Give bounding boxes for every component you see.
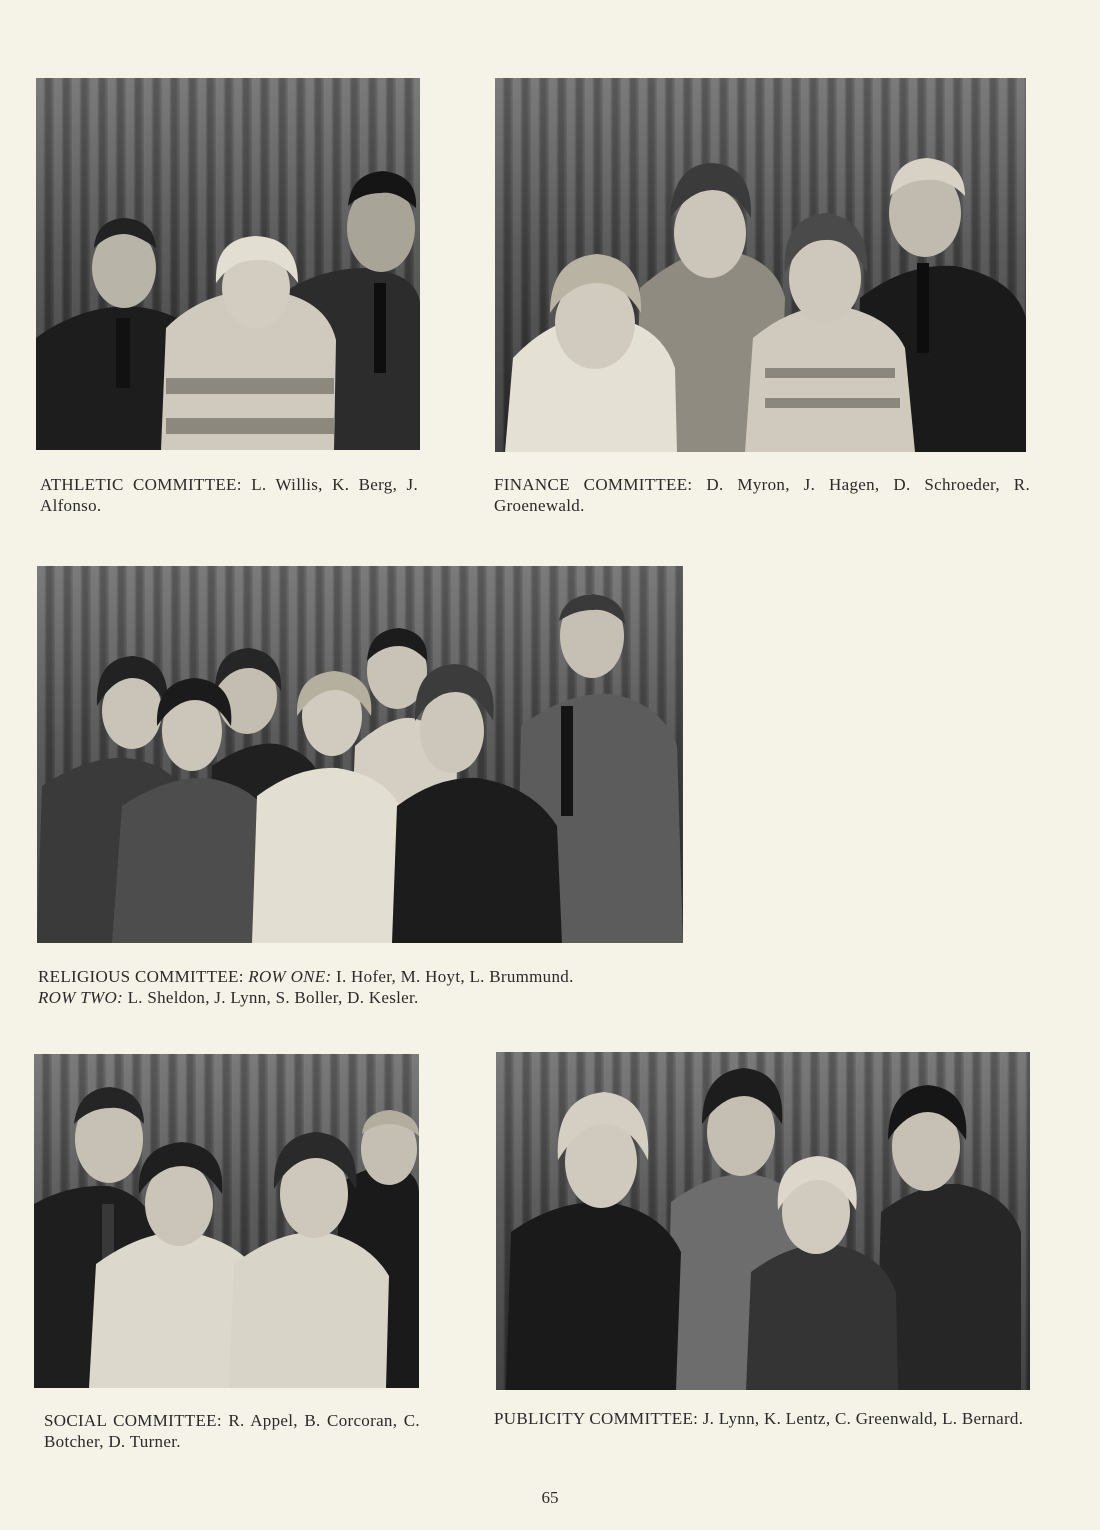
finance-committee-caption xyxy=(494,474,1035,516)
publicity-caption-heading: PUBLICITY COMMITTEE: xyxy=(494,1409,699,1428)
social-caption-heading: SOCIAL COMMITTEE: xyxy=(44,1411,222,1430)
finance-caption-heading: FINANCE COMMITTEE: xyxy=(494,475,693,494)
religious-committee-caption xyxy=(38,966,688,1008)
publicity-committee-photo xyxy=(496,1052,1030,1390)
page-number: 65 xyxy=(541,1488,559,1507)
athletic-caption-names: L. Willis, K. Berg, J. Alfonso. xyxy=(40,475,422,515)
religious-caption-heading: RELIGIOUS COMMITTEE: xyxy=(38,967,244,986)
athletic-committee-photo xyxy=(36,78,420,450)
religious-row-two-label: ROW TWO: xyxy=(38,988,124,1007)
athletic-committee-caption xyxy=(40,474,422,516)
religious-committee-photo xyxy=(37,566,683,943)
religious-row-two-names: L. Sheldon, J. Lynn, S. Boller, D. Kesler. xyxy=(127,988,419,1007)
finance-committee-photo xyxy=(495,78,1026,452)
social-committee-caption xyxy=(44,1410,425,1452)
social-caption-names: R. Appel, B. Corcoran, C. Botcher, D. Turner. xyxy=(44,1411,425,1451)
publicity-caption-names: J. Lynn, K. Lentz, C. Greenwald, L. Bernard. xyxy=(702,1409,1024,1428)
finance-caption-names: D. Myron, J. Hagen, D. Schroeder, R. Groenewald. xyxy=(494,475,1035,515)
social-committee-photo xyxy=(34,1054,419,1388)
religious-row-one-label: ROW ONE: xyxy=(248,967,332,986)
religious-row-one-names: I. Hofer, M. Hoyt, L. Brummund. xyxy=(336,967,574,986)
athletic-caption-heading: ATHLETIC COMMITTEE: xyxy=(40,475,242,494)
publicity-committee-caption xyxy=(494,1408,1030,1429)
